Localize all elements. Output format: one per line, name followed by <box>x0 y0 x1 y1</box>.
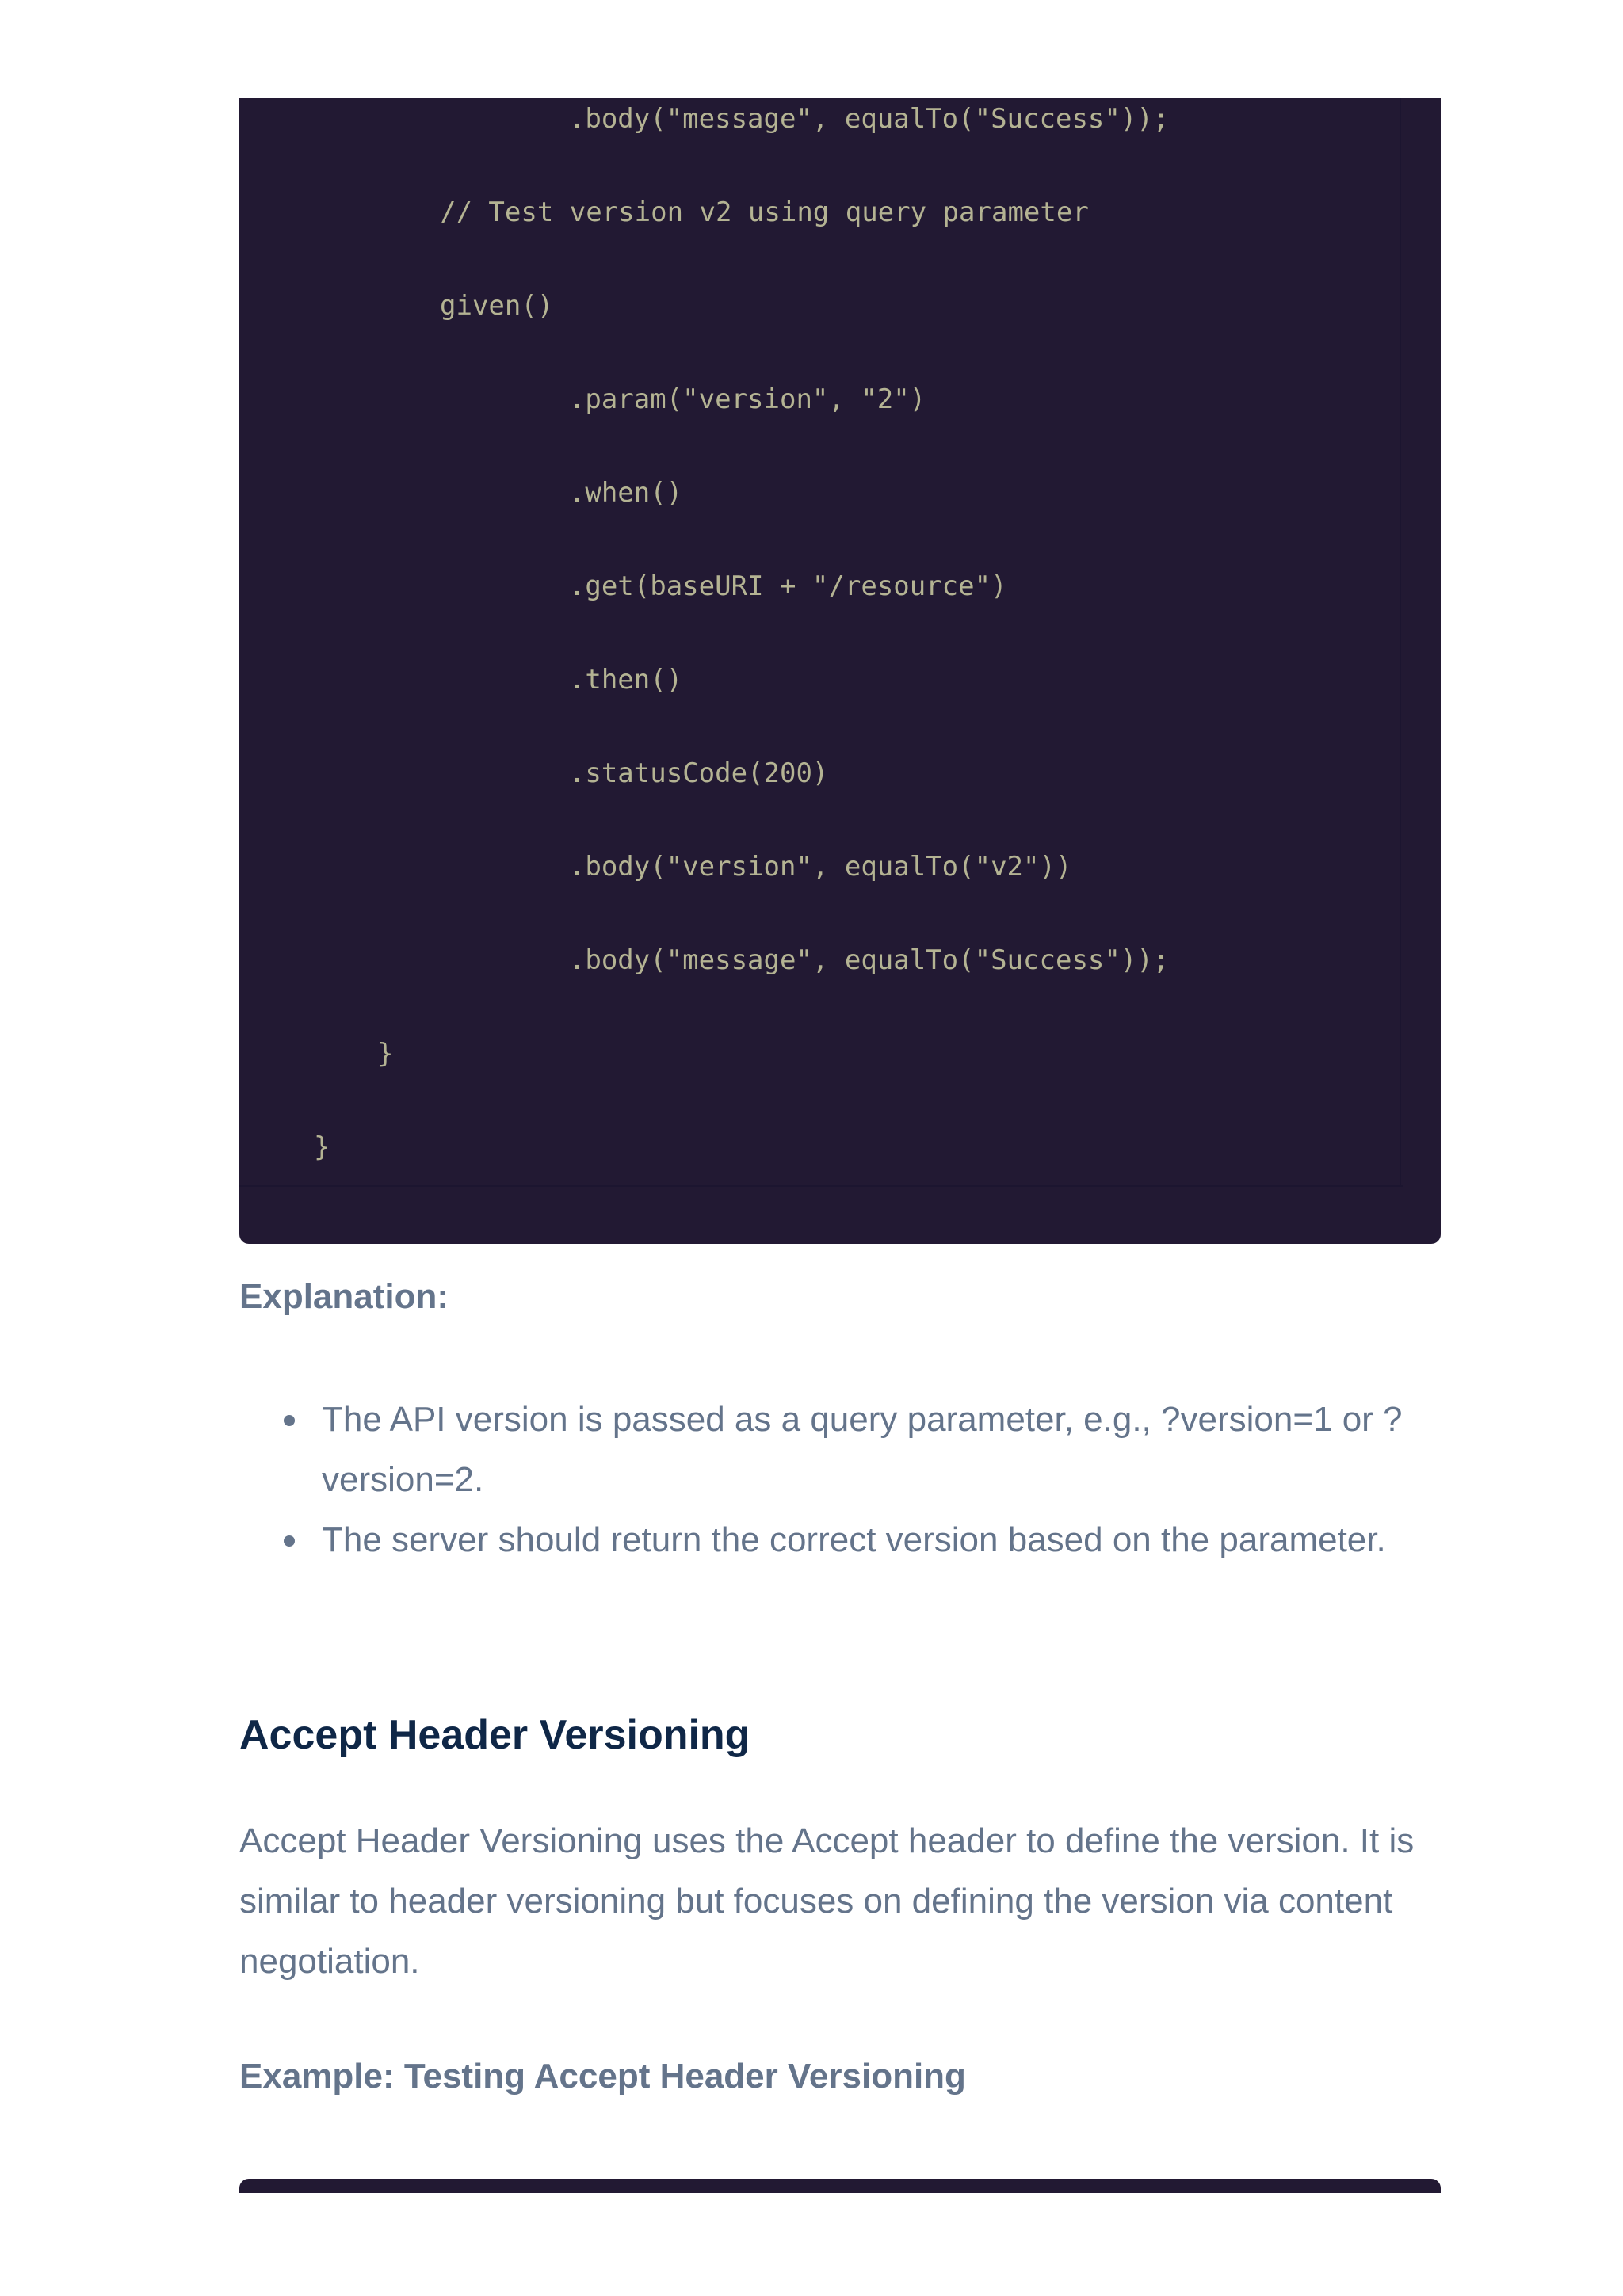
code-line: .when() <box>504 477 683 509</box>
explanation-label: Explanation: <box>239 1277 449 1316</box>
next-code-block <box>239 2179 1441 2193</box>
list-item <box>239 1390 1441 1510</box>
code-line: .body("version", equalTo("v2")) <box>504 851 1072 883</box>
bullet-dot <box>284 1535 295 1547</box>
code-block-scroll-bottom <box>239 1185 1403 1187</box>
example-label: Example: Testing Accept Header Versioning <box>239 2057 966 2096</box>
code-line: .statusCode(200) <box>504 757 829 789</box>
code-line: // Test version v2 using query parameter <box>440 196 1089 228</box>
list-item-text: The API version is passed as a query parameter, e.g., ?version=1 or ?version=2. <box>322 1400 1403 1499</box>
code-line: .body("message", equalTo("Success")); <box>504 944 1170 976</box>
code-line: .param("version", "2") <box>504 383 926 415</box>
list-item <box>239 1510 1441 1570</box>
code-block <box>239 98 1441 1244</box>
code-line: .then() <box>504 664 683 696</box>
section-paragraph: Accept Header Versioning uses the Accept header to define the version. It is similar to header versioning but focuses on defining the version via content negotiation. <box>239 1821 1415 1981</box>
article-content <box>239 0 1441 2096</box>
section-heading: Accept Header Versioning <box>239 1712 750 1758</box>
code-line: .get(baseURI + "/resource") <box>504 570 1007 602</box>
explanation-list <box>239 1390 1441 1570</box>
list-item-text: The server should return the correct version based on the parameter. <box>322 1520 1386 1559</box>
code-line: } <box>377 1038 394 1070</box>
code-line: } <box>314 1131 330 1163</box>
code-block-scroll-edge <box>1400 98 1401 1185</box>
code-line: given() <box>440 290 554 322</box>
bullet-dot <box>284 1415 295 1426</box>
code-line: .body("message", equalTo("Success")); <box>504 103 1170 135</box>
